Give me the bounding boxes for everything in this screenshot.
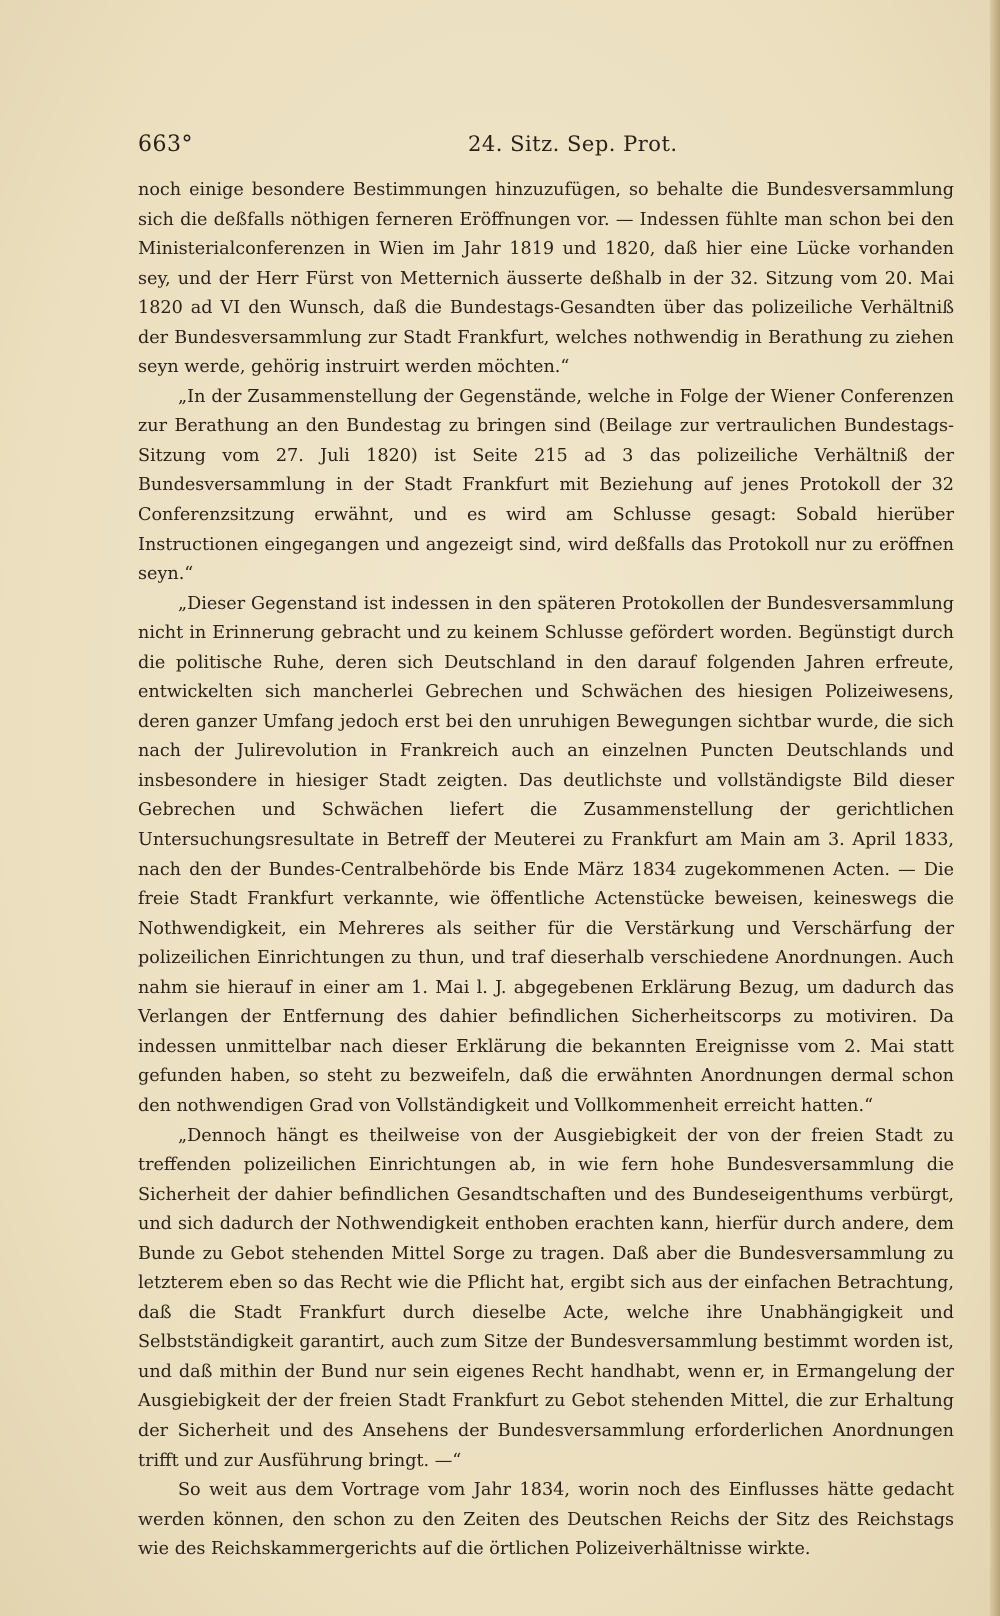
paragraph: „Dennoch hängt es theilweise von der Ausgiebigkeit der von der freien Stadt zu treffenden polizeilichen Einrichtungen ab, in wie fern hohe Bundesversammlung die Sicherheit der dahier befindlichen Gesandtschaften und des Bundeseigenthums verbürgt, und sich dadurch der Nothwendigkeit enthoben erachten kann, hierfür durch andere, dem Bunde zu Gebot stehenden Mittel Sorge zu tragen. Daß aber die Bundesversammlung zu letzterem eben so das Recht wie die Pflicht hat, ergibt sich aus der einfachen Betrachtung, daß die Stadt Frankfurt durch dieselbe Acte, welche ihre Unabhängigkeit und Selbstständigkeit garantirt, auch zum Sitze der Bundesversammlung bestimmt worden ist, und daß mithin der Bund nur sein eigenes Recht handhabt, wenn er, in Ermangelung der Ausgiebigkeit der der freien Stadt Frankfurt zu Gebot stehenden Mittel, die zur Erhaltung der Sicherheit und des Ansehens der Bundesversammlung erforderlichen Anordnungen trifft und zur Ausführung bringt. —“ [138,1125,954,1471]
running-head: 24. Sitz. Sep. Prot. [468,132,678,156]
page-number: 663° [138,132,193,157]
page-edge [990,0,1000,1616]
page-body [138,176,954,1565]
page-header [138,132,878,168]
paragraph: noch einige besondere Bestimmungen hinzuzufügen, so behalte die Bundesversammlung sich die deßfalls nöthigen ferneren Eröffnungen vor. — Indessen fühlte man schon bei den Ministerialconferenzen in Wien im Jahr 1819 und 1820, daß hier eine Lücke vorhanden sey, und der Herr Fürst von Metternich äusserte deßhalb in der 32. Sitzung vom 20. Mai 1820 ad VI den Wunsch, daß die Bundestags-Gesandten über das polizeiliche Verhältniß der Bundesversammlung zur Stadt Frankfurt, welches nothwendig in Berathung zu ziehen seyn werde, gehörig instruirt werden möchten.“ [138,180,954,378]
paragraph: „In der Zusammenstellung der Gegenstände, welche in Folge der Wiener Conferenzen zur Berathung an den Bundestag zu bringen sind (Beilage zur vertraulichen Bundestags-Sitzung vom 27. Juli 1820) ist Seite 215 ad 3 das polizeiliche Verhältniß der Bundesversammlung in der Stadt Frankfurt mit Beziehung auf jenes Protokoll der 32 Conferenzsitzung erwähnt, und es wird am Schlusse gesagt: Sobald hierüber Instructionen eingegangen und angezeigt sind, wird deßfalls das Protokoll nur zu eröffnen seyn.“ [138,386,954,585]
paragraph: So weit aus dem Vortrage vom Jahr 1834, worin noch des Einflusses hätte gedacht werden können, den schon zu den Zeiten des Deutschen Reichs der Sitz des Reichstags wie des Reichskammergerichts auf die örtlichen Polizeiverhältnisse wirkte. [138,1480,954,1560]
paragraph: „Dieser Gegenstand ist indessen in den späteren Protokollen der Bundesversammlung nicht in Erinnerung gebracht und zu keinem Schlusse gefördert worden. Begünstigt durch die politische Ruhe, deren sich Deutschland in den darauf folgenden Jahren erfreute, entwickelten sich mancherlei Gebrechen und Schwächen des hiesigen Polizeiwesens, deren ganzer Umfang jedoch erst bei den unruhigen Bewegungen sichtbar wurde, die sich nach der Julirevolution in Frankreich auch an einzelnen Puncten Deutschlands und insbesondere in hiesiger Stadt zeigten. Das deutlichste und vollständigste Bild dieser Gebrechen und Schwächen liefert die Zusammenstellung der gerichtlichen Untersuchungsresultate in Betreff der Meuterei zu Frankfurt am Main am 3. April 1833, nach den der Bundes-Centralbehörde bis Ende März 1834 zugekommenen Acten. — Die freie Stadt Frankfurt verkannte, wie öffentliche Actenstücke beweisen, keineswegs die Nothwendigkeit, ein Mehreres als seither für die Verstärkung und Verschärfung der polizeilichen Einrichtungen zu thun, und traf dieserhalb verschiedene Anordnungen. Auch nahm sie hierauf in einer am 1. Mai l. J. abgegebenen Erklärung Bezug, um dadurch das Verlangen der Entfernung des dahier befindlichen Sicherheitscorps zu motiviren. Da indessen unmittelbar nach dieser Erklärung die bekannten Ereignisse vom 2. Mai statt gefunden haben, so steht zu bezweifeln, daß die erwähnten Anordnungen dermal schon den nothwendigen Grad von Vollständigkeit und Vollkommenheit erreicht hatten.“ [138,593,954,1116]
